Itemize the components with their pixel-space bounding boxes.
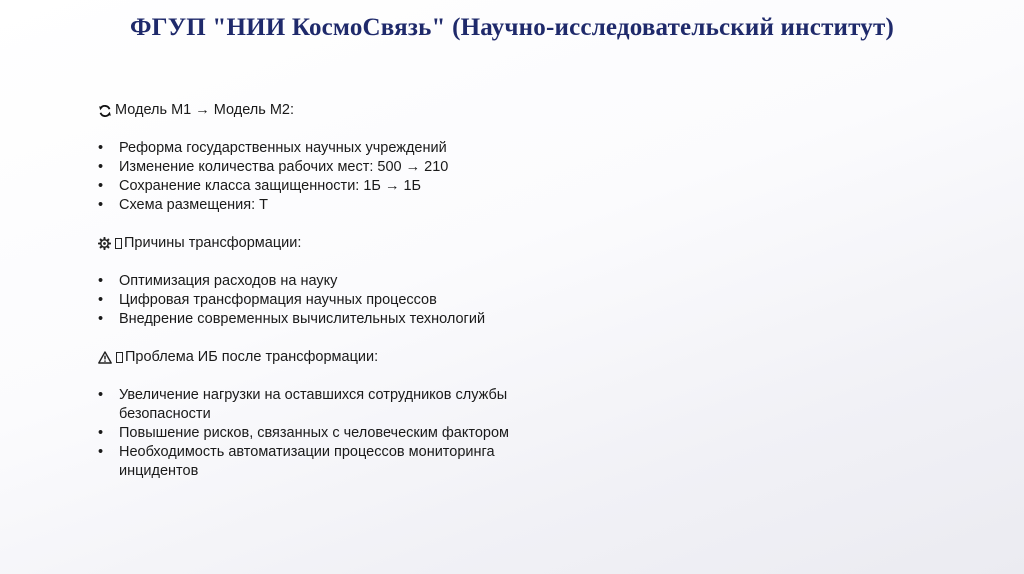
gear-icon xyxy=(98,237,111,250)
slide-content xyxy=(98,101,568,500)
section-header-reasons xyxy=(98,234,568,253)
bullet-list-model xyxy=(98,139,568,215)
list-item: • Необходимость автоматизации процессов мониторинга инцидентов xyxy=(98,443,568,481)
bullet-list-reasons xyxy=(98,272,568,329)
page-title: ФГУП "НИИ КосмоСвязь" (Научно-исследовательский институт) xyxy=(129,14,895,41)
missing-glyph-icon xyxy=(115,238,122,249)
list-item: • Внедрение современных вычислительных технологий xyxy=(98,310,568,329)
section-heading-text: Причины трансформации: xyxy=(124,235,302,251)
bullet-list-problem xyxy=(98,386,568,481)
list-item: • Повышение рисков, связанных с человеческим фактором xyxy=(98,424,568,443)
section-heading-text: Проблема ИБ после трансформации: xyxy=(125,349,379,365)
list-item: • Реформа государственных научных учреждений xyxy=(98,139,568,158)
list-item: • Цифровая трансформация научных процессов xyxy=(98,291,568,310)
list-item: • Оптимизация расходов на науку xyxy=(98,272,568,291)
section-header-problem xyxy=(98,348,568,367)
section-header-model xyxy=(98,101,568,120)
list-item: • Сохранение класса защищенности: 1Б → 1Б xyxy=(98,177,568,196)
list-item: • Изменение количества рабочих мест: 500 → 210 xyxy=(98,158,568,177)
missing-glyph-icon xyxy=(116,352,123,363)
list-item: • Схема размещения: Т xyxy=(98,196,568,215)
warning-icon xyxy=(98,351,112,364)
list-item: • Увеличение нагрузки на оставшихся сотрудников службы безопасности xyxy=(98,386,568,424)
section-heading-text: Модель М1 → Модель М2: xyxy=(115,102,295,118)
cycle-arrows-icon xyxy=(98,104,112,118)
